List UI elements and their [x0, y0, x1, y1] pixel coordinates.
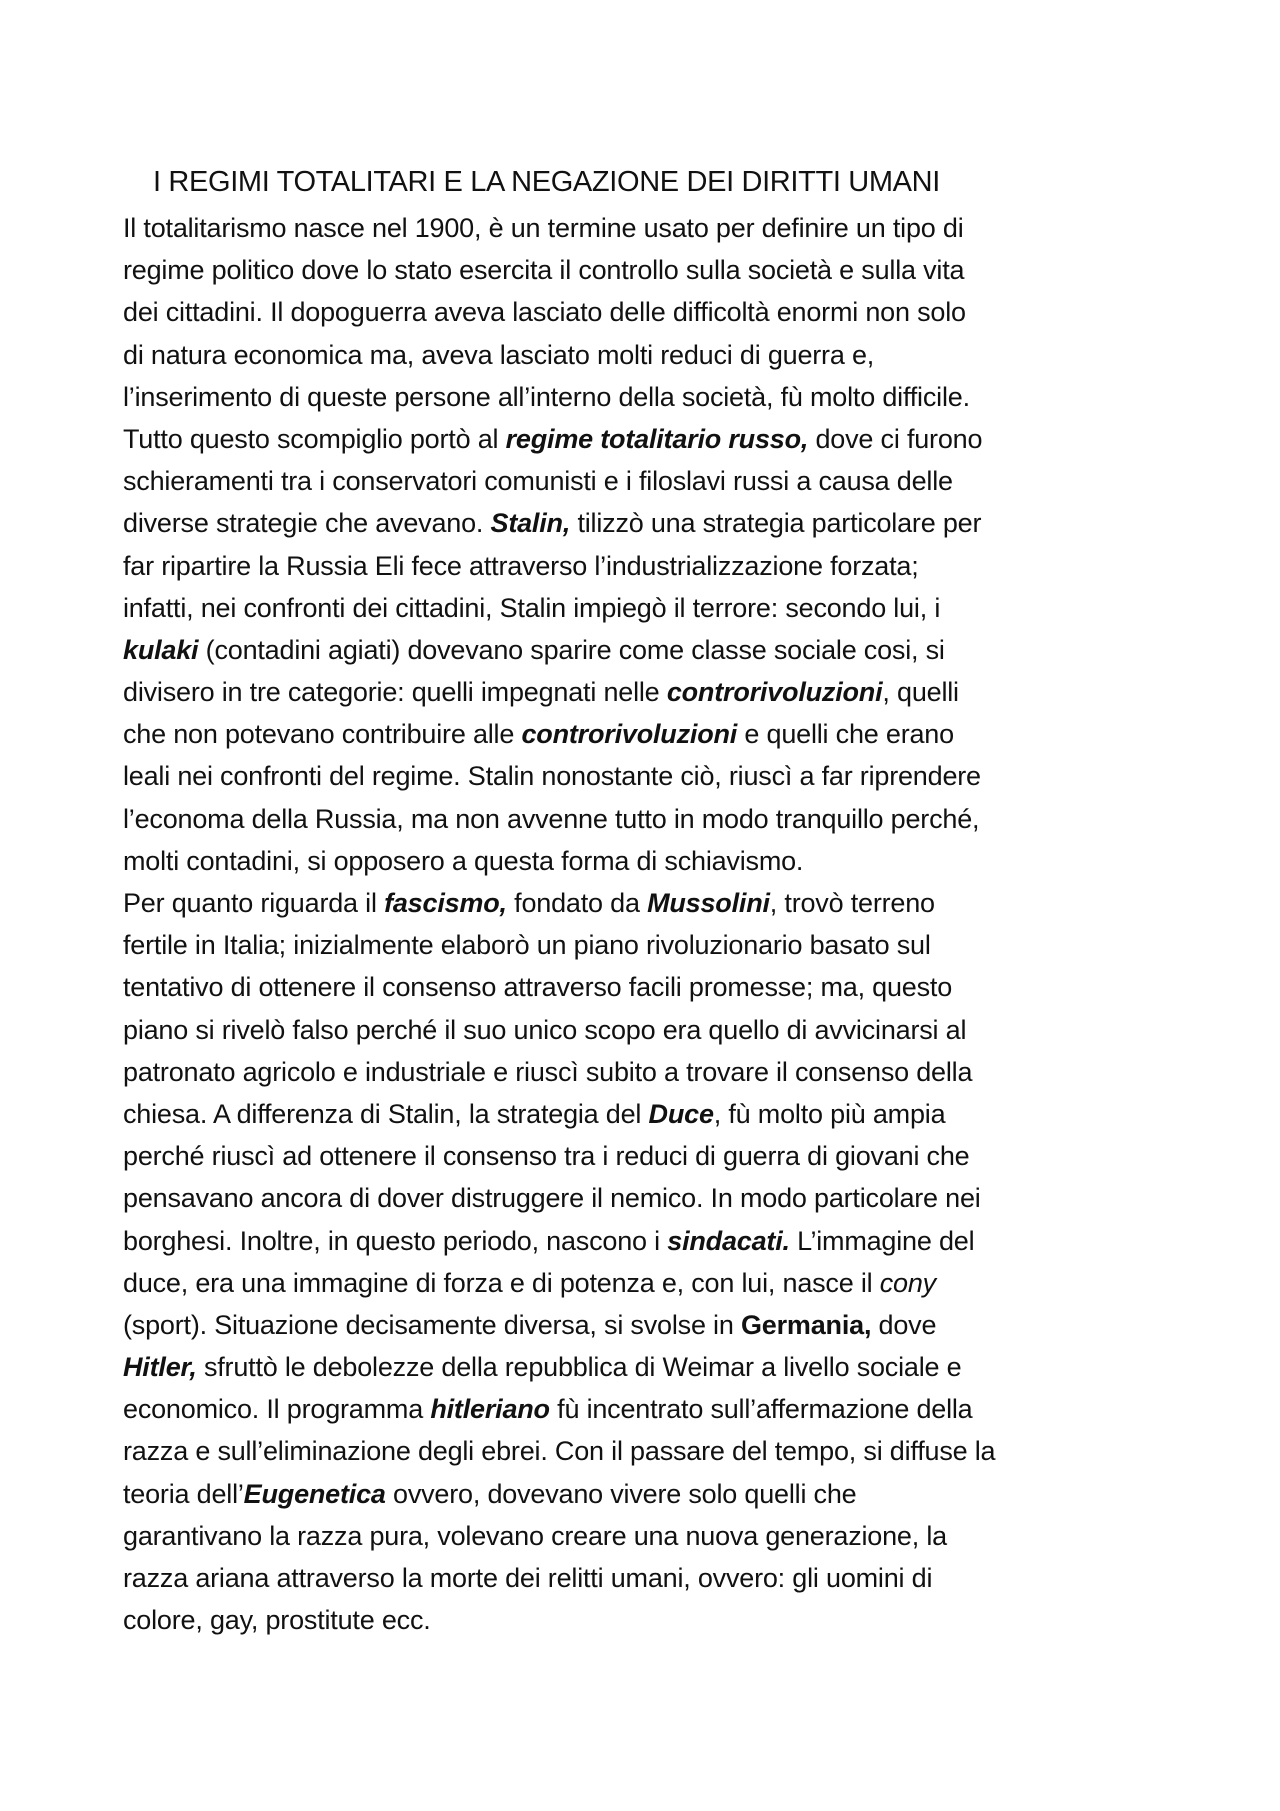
- text-line: [123, 713, 1183, 755]
- text-run: , fù molto più ampia: [713, 1098, 946, 1129]
- text-run: fù incentrato sull’affermazione della: [549, 1394, 973, 1425]
- text-run: schieramenti tra i conservatori comunisti e i filoslavi russi a causa delle: [123, 466, 953, 497]
- text-run: borghesi. Inoltre, in questo periodo, nascono i: [123, 1225, 668, 1256]
- text-run: Per quanto riguarda il: [123, 888, 385, 918]
- text-line: [123, 334, 1183, 376]
- text-line: [123, 1346, 1183, 1388]
- text-line: [123, 1051, 1183, 1093]
- text-run: fertile in Italia; inizialmente elaborò un piano rivoluzionario basato sul: [123, 930, 931, 961]
- text-line: [123, 1093, 1183, 1135]
- text-line: [123, 882, 1183, 924]
- text-run: diverse strategie che avevano.: [123, 508, 491, 539]
- text-run: sfruttò le debolezze della repubblica di Weimar a livello sociale e: [196, 1352, 962, 1383]
- emphasized-term: sindacati.: [667, 1225, 790, 1256]
- text-run: l’inserimento di queste persone all’interno della società, fù molto difficile.: [123, 381, 970, 412]
- text-line: [123, 1177, 1183, 1219]
- text-line: [123, 1430, 1183, 1472]
- text-line: [123, 798, 1183, 840]
- text-run: , trovò terreno: [769, 888, 935, 918]
- text-run: economico. Il programma: [123, 1394, 431, 1425]
- text-run: garantivano la razza pura, volevano creare una nuova generazione, la: [123, 1520, 947, 1551]
- text-run: razza e sull’eliminazione degli ebrei. Con il passare del tempo, si diffuse la: [123, 1436, 996, 1467]
- text-run: piano si rivelò falso perché il suo unico scopo era quello di avvicinarsi al: [123, 1014, 967, 1045]
- emphasized-term: controrivoluzioni: [521, 719, 738, 750]
- text-run: patronato agricolo e industriale e riuscì subito a trovare il consenso della: [123, 1056, 973, 1087]
- text-run: che non potevano contribuire alle: [123, 719, 522, 750]
- emphasized-term: kulaki: [123, 634, 199, 665]
- text-line: [123, 291, 1183, 333]
- text-run: dei cittadini. Il dopoguerra aveva lasciato delle difficoltà enormi non solo: [123, 297, 966, 328]
- text-line: [123, 755, 1183, 797]
- text-line: [123, 207, 1183, 249]
- emphasized-term: Duce: [648, 1098, 714, 1129]
- emphasized-term: regime totalitario russo,: [505, 423, 809, 454]
- emphasized-term: Eugenetica: [243, 1478, 386, 1509]
- text-line: [123, 1599, 1183, 1641]
- emphasized-term: cony: [879, 1267, 936, 1298]
- text-line: [123, 249, 1183, 291]
- text-line: [123, 1515, 1183, 1557]
- text-run: tentativo di ottenere il consenso attraverso facili promesse; ma, questo: [123, 972, 953, 1003]
- text-line: [123, 1009, 1183, 1051]
- text-run: infatti, nei confronti dei cittadini, Stalin impiegò il terrore: secondo lui, i: [123, 592, 941, 623]
- text-line: [123, 1135, 1183, 1177]
- emphasized-term: Stalin,: [490, 508, 571, 539]
- text-line: [123, 1220, 1183, 1262]
- text-run: divisero in tre categorie: quelli impegnati nelle: [123, 677, 667, 708]
- text-line: [123, 966, 1183, 1008]
- text-run: pensavano ancora di dover distruggere il nemico. In modo particolare nei: [123, 1183, 981, 1214]
- text-line: [123, 840, 1183, 882]
- text-run: dove ci furono: [808, 423, 983, 454]
- document-title: I REGIMI TOTALITARI E LA NEGAZIONE DEI DIRITTI UMANI: [153, 166, 940, 198]
- text-run: colore, gay, prostitute ecc.: [123, 1605, 431, 1636]
- text-run: , quelli: [882, 677, 959, 708]
- text-run: L’immagine del: [789, 1225, 975, 1256]
- text-line: [123, 1473, 1183, 1515]
- emphasized-term: controrivoluzioni: [666, 677, 883, 708]
- text-line: [123, 545, 1183, 587]
- text-run: (sport). Situazione decisamente diversa, si svolse in: [123, 1309, 741, 1340]
- text-run: leali nei confronti del regime. Stalin nonostante ciò, riuscì a far riprendere: [123, 761, 981, 792]
- text-run: ovvero, dovevano vivere solo quelli che: [385, 1478, 857, 1509]
- text-run: l’economa della Russia, ma non avvenne tutto in modo tranquillo perché,: [123, 803, 980, 834]
- text-line: [123, 924, 1183, 966]
- text-run: e quelli che erano: [737, 719, 954, 750]
- text-line: [123, 1304, 1183, 1346]
- text-run: far ripartire la Russia Eli fece attraverso l’industrializzazione forzata;: [123, 550, 919, 581]
- text-line: [123, 460, 1183, 502]
- text-run: Tutto questo scompiglio portò al: [123, 423, 506, 454]
- text-line: [123, 587, 1183, 629]
- emphasized-term: Mussolini: [647, 888, 770, 918]
- text-line: [123, 1388, 1183, 1430]
- emphasized-term: Hitler,: [123, 1352, 197, 1383]
- text-line: [123, 418, 1183, 460]
- text-run: duce, era una immagine di forza e di potenza e, con lui, nasce il: [123, 1267, 880, 1298]
- text-run: perché riuscì ad ottenere il consenso tra i reduci di guerra di giovani che: [123, 1141, 970, 1172]
- emphasized-term: fascismo,: [384, 888, 507, 918]
- text-line: [123, 1557, 1183, 1599]
- emphasized-term: Germania,: [740, 1309, 872, 1340]
- text-run: fondato da: [506, 888, 648, 918]
- text-run: regime politico dove lo stato esercita il controllo sulla società e sulla vita: [123, 255, 965, 286]
- text-line: [123, 671, 1183, 713]
- emphasized-term: hitleriano: [430, 1394, 550, 1425]
- text-run: chiesa. A differenza di Stalin, la strategia del: [123, 1098, 649, 1129]
- text-run: di natura economica ma, aveva lasciato molti reduci di guerra e,: [123, 339, 875, 370]
- text-run: dove: [871, 1309, 937, 1340]
- text-run: teoria dell’: [123, 1478, 244, 1509]
- text-run: (contadini agiati) dovevano sparire come classe sociale cosi, si: [198, 634, 945, 665]
- document-body: [123, 207, 1183, 1641]
- text-run: razza ariana attraverso la morte dei relitti umani, ovvero: gli uomini di: [123, 1563, 933, 1593]
- text-line: [123, 376, 1183, 418]
- text-run: tilizzò una strategia particolare per: [570, 508, 982, 539]
- text-line: [123, 502, 1183, 544]
- text-run: Il totalitarismo nasce nel 1900, è un termine usato per definire un tipo di: [123, 213, 964, 243]
- text-run: molti contadini, si opposero a questa forma di schiavismo.: [123, 845, 804, 876]
- text-line: [123, 629, 1183, 671]
- text-line: [123, 1262, 1183, 1304]
